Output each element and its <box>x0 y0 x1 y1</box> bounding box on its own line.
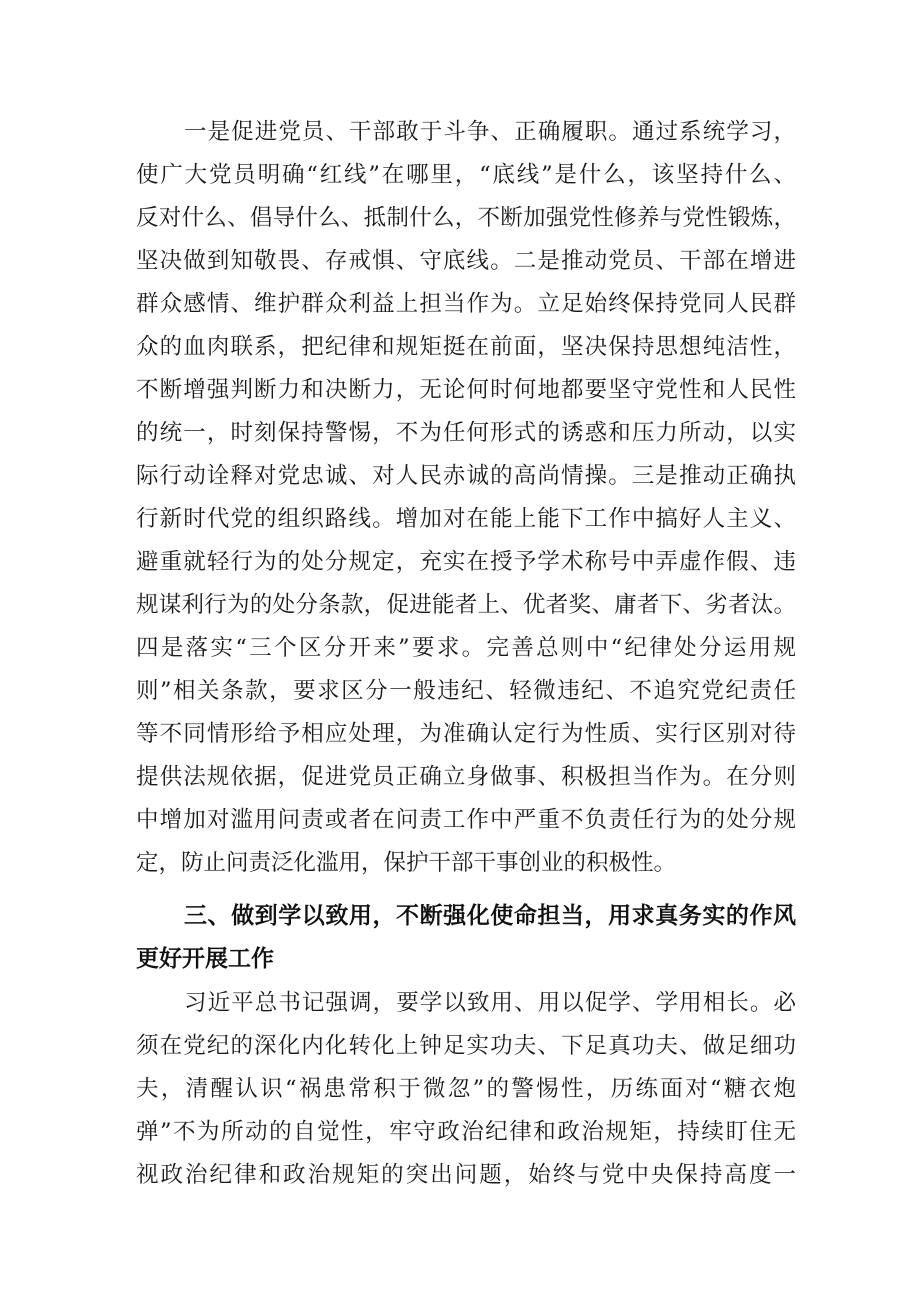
paragraph-line: 须在党纪的深化内化转化上钟足实功夫、下足真功夫、做足细功 <box>136 1033 796 1059</box>
paragraph-line: 则”相关条款，要求区分一般违纪、轻微违纪、不追究党纪责任 <box>136 678 796 704</box>
paragraph-line: 习近平总书记强调，要学以致用、用以促学、学用相长。必 <box>184 990 796 1016</box>
paragraph-line: 中增加对滥用问责或者在问责工作中严重不负责任行为的处分规 <box>136 807 796 833</box>
paragraph-line: 避重就轻行为的处分规定，充实在授予学术称号中弄虚作假、违 <box>136 549 796 575</box>
paragraph-line: 夫，清醒认识“祸患常积于微忽”的警惕性，历练面对“糖衣炮 <box>136 1076 796 1102</box>
paragraph-line: 不断增强判断力和决断力，无论何时何地都要坚守党性和人民性 <box>136 377 796 403</box>
paragraph-line: 四是落实“三个区分开来”要求。完善总则中“纪律处分运用规 <box>136 635 796 661</box>
paragraph-line: 群众感情、维护群众利益上担当作为。立足始终保持党同人民群 <box>136 291 796 317</box>
paragraph-line: 众的血肉联系，把纪律和规矩挺在前面，坚决保持思想纯洁性， <box>136 334 796 360</box>
paragraph-line: 使广大党员明确“红线”在哪里，“底线”是什么，该坚持什么、 <box>136 162 796 188</box>
paragraph-line: 反对什么、倡导什么、抵制什么，不断加强党性修养与党性锻炼， <box>136 205 796 231</box>
paragraph-line: 一是促进党员、干部敢于斗争、正确履职。通过系统学习， <box>184 119 796 145</box>
paragraph-line: 坚决做到知敬畏、存戒惧、守底线。二是推动党员、干部在增进 <box>136 248 796 274</box>
paragraph-line: 的统一，时刻保持警惕，不为任何形式的诱惑和压力所动，以实 <box>136 420 796 446</box>
paragraph-line: 规谋利行为的处分条款，促进能者上、优者奖、庸者下、劣者汰。 <box>136 592 796 618</box>
paragraph-line: 等不同情形给予相应处理，为准确认定行为性质、实行区别对待 <box>136 721 796 747</box>
paragraph-line: 视政治纪律和政治规矩的突出问题，始终与党中央保持高度一 <box>136 1162 796 1188</box>
paragraph-line: 行新时代党的组织路线。增加对在能上能下工作中搞好人主义、 <box>136 506 796 532</box>
section-heading-line: 更好开展工作 <box>136 946 274 972</box>
section-heading-line: 三、做到学以致用，不断强化使命担当，用求真务实的作风 <box>184 903 796 929</box>
paragraph-line: 定，防止问责泛化滥用，保护干部干事创业的积极性。 <box>136 850 677 876</box>
paragraph-line: 弹”不为所动的自觉性，牢守政治纪律和政治规矩，持续盯住无 <box>136 1119 796 1145</box>
paragraph-line: 提供法规依据，促进党员正确立身做事、积极担当作为。在分则 <box>136 764 796 790</box>
paragraph-line: 际行动诠释对党忠诚、对人民赤诚的高尚情操。三是推动正确执 <box>136 463 796 489</box>
